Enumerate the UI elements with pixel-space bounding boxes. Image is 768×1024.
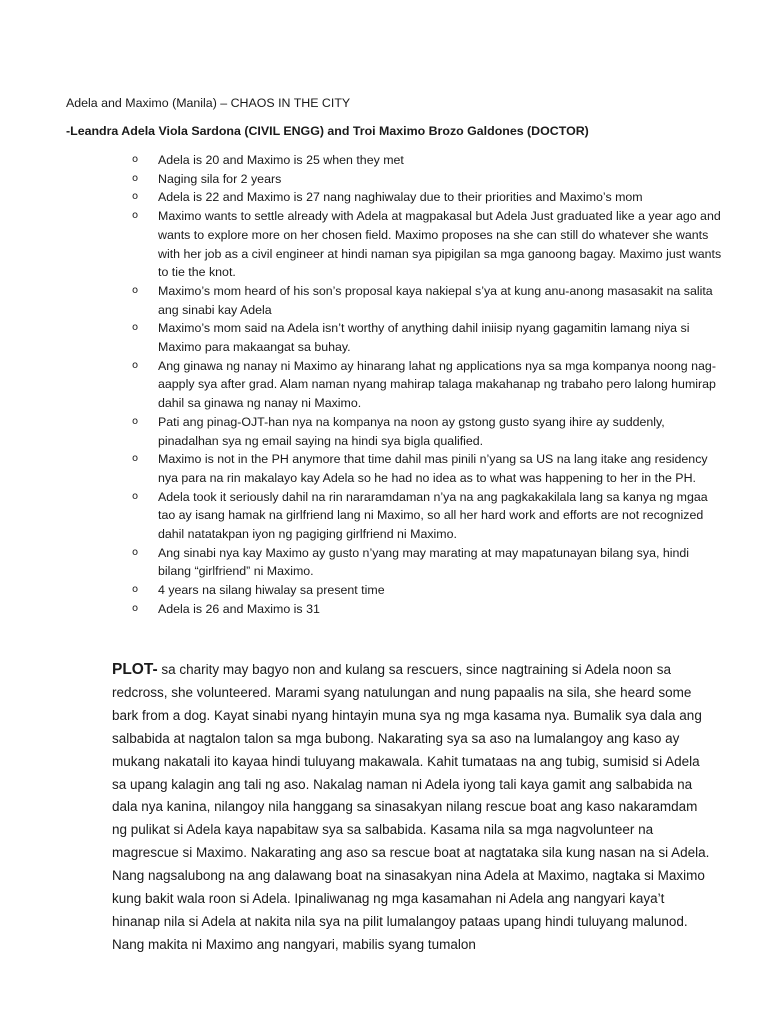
list-item xyxy=(132,413,722,450)
list-item xyxy=(132,581,722,600)
list-item-text: Adela is 22 and Maximo is 27 nang naghiwalay due to their priorities and Maximo’s mom xyxy=(158,190,643,205)
bullet-marker: o xyxy=(132,284,139,296)
list-item-text: Pati ang pinag-OJT-han nya na kompanya na noon ay gstong gusto syang ihire ay suddenly, pinadalhan sya ng email saying na hindi sya bigla qualified. xyxy=(158,414,665,448)
bullet-marker: o xyxy=(132,191,139,203)
bullet-marker: o xyxy=(132,490,139,502)
document-title: Adela and Maximo (Manila) – CHAOS IN THE CITY xyxy=(66,96,351,110)
plot-paragraph xyxy=(112,659,712,957)
bullet-marker: o xyxy=(132,154,139,165)
list-item xyxy=(132,207,722,282)
list-item xyxy=(132,282,722,319)
list-item-text: 4 years na silang hiwalay sa present time xyxy=(158,583,385,598)
list-item-text: Naging sila for 2 years xyxy=(158,171,282,186)
list-item-text: Adela is 20 and Maximo is 25 when they met xyxy=(158,153,404,167)
list-item xyxy=(132,488,722,544)
list-item-text: Maximo’s mom heard of his son’s proposal kaya nakiepal s’ya at kung anu-anong masasakit na salita ang sinabi kay Adela xyxy=(158,283,713,317)
list-item xyxy=(132,319,722,356)
bullet-marker: o xyxy=(132,415,139,427)
list-item-text: Ang ginawa ng nanay ni Maximo ay hinarang lahat ng applications nya sa mga kompanya noong nag-aapply sya after grad. Alam naman nyang mahirap talaga makahanap ng trabaho pero lalong humirap dahil sa ginawa ng nanay ni Maximo. xyxy=(158,358,716,411)
list-item xyxy=(132,600,722,619)
list-item-text: Maximo is not in the PH anymore that time dahil mas pinili n’yang sa US na lang itake ang residency nya para na rin makalayo kay Adela so he had no idea as to what was happening to her in the PH. xyxy=(158,452,708,485)
bullet-marker: o xyxy=(132,602,139,614)
list-item xyxy=(132,170,722,189)
list-item xyxy=(132,357,722,413)
list-item xyxy=(132,188,722,207)
list-item xyxy=(132,151,722,170)
list-item-text: Adela took it seriously dahil na rin nararamdaman n’ya na ang pagkakakilala lang sa kanya ng mgaa tao ay isang hamak na girlfriend lang ni Maximo, so all her hard work and efforts are not recognized dahil natatakpan iyon ng pagiging girlfriend ni Maximo. xyxy=(158,489,708,542)
bullet-marker: o xyxy=(132,453,139,465)
character-notes-list xyxy=(132,151,722,619)
list-item-text: Maximo’s mom said na Adela isn’t worthy of anything dahil iniisip nyang gagamitin lamang niya si Maximo para makaangat sa buhay. xyxy=(158,321,690,355)
bullet-marker: o xyxy=(132,322,139,334)
plot-label: PLOT- xyxy=(112,661,158,678)
bullet-marker: o xyxy=(132,584,139,596)
plot-text: sa charity may bagyo non and kulang sa rescuers, since nagtraining si Adela noon sa redcross, she volunteered. Marami syang natulungan and nung papaalis na sila, she heard some bark from a dog. Kayat sinabi nyang hintayin muna sya ng mga kasama nya. Bumalik sya dala ang salbabida at nagtalon talon sa mga bubong. Nakarating sya sa aso na lumalangoy ang kaso ay mukang nakatali ito kayaa hindi tuluyang makawala. Kahit tumataas na ang tubig, sumisid si Adela sa upang kalagin ang tali ng aso. Nakalag naman ni Adela iyong tali kaya gamit ang salbabida na dala nya kanina, nilangoy nila hanggang sa sinasakyan nilang rescue boat ang kaso nakaramdam ng pulikat si Adela kaya napabitaw sya sa salbabida. Kasama nila sa mga nagvolunteer na magrescue si Maximo. Nakarating ang aso sa rescue boat at nagtataka sila kung nasan na si Adela. Nang nagsalubong na ang dalawang boat na sinasakyan nina Adela at Maximo, nagtaka si Maximo kung bakit wala roon si Adela. Ipinaliwanag ng mga kasamahan ni Adela ang nangyari kaya’t hinanap nila si Adela at nakita nila sya na pilit lumalangoy pataas upang hindi tuluyang malunod. Nang makita ni Maximo ang nangyari, mabilis syang tumalon xyxy=(112,662,710,952)
list-item-text: Ang sinabi nya kay Maximo ay gusto n’yang may marating at may mapatunayan bilang sya, hindi bilang “girlfriend” ni Maximo. xyxy=(158,545,690,579)
bullet-marker: o xyxy=(132,172,139,184)
character-names-line: -Leandra Adela Viola Sardona (CIVIL ENGG) and Troi Maximo Brozo Galdones (DOCTOR) xyxy=(66,124,589,138)
list-item xyxy=(132,450,722,487)
bullet-marker: o xyxy=(132,210,139,222)
bullet-marker: o xyxy=(132,546,139,558)
bullet-marker: o xyxy=(132,359,139,371)
list-item xyxy=(132,544,722,581)
list-item-text: Maximo wants to settle already with Adela at magpakasal but Adela Just graduated like a year ago and wants to explore more on her chosen field. Maximo proposes na she can still do whatever she wants with her job as a civil engineer at hindi naman sya pipigilan sa mga ganoong bagay. Maximo just wants to tie the knot. xyxy=(158,209,722,280)
list-item-text: Adela is 26 and Maximo is 31 xyxy=(158,601,320,616)
